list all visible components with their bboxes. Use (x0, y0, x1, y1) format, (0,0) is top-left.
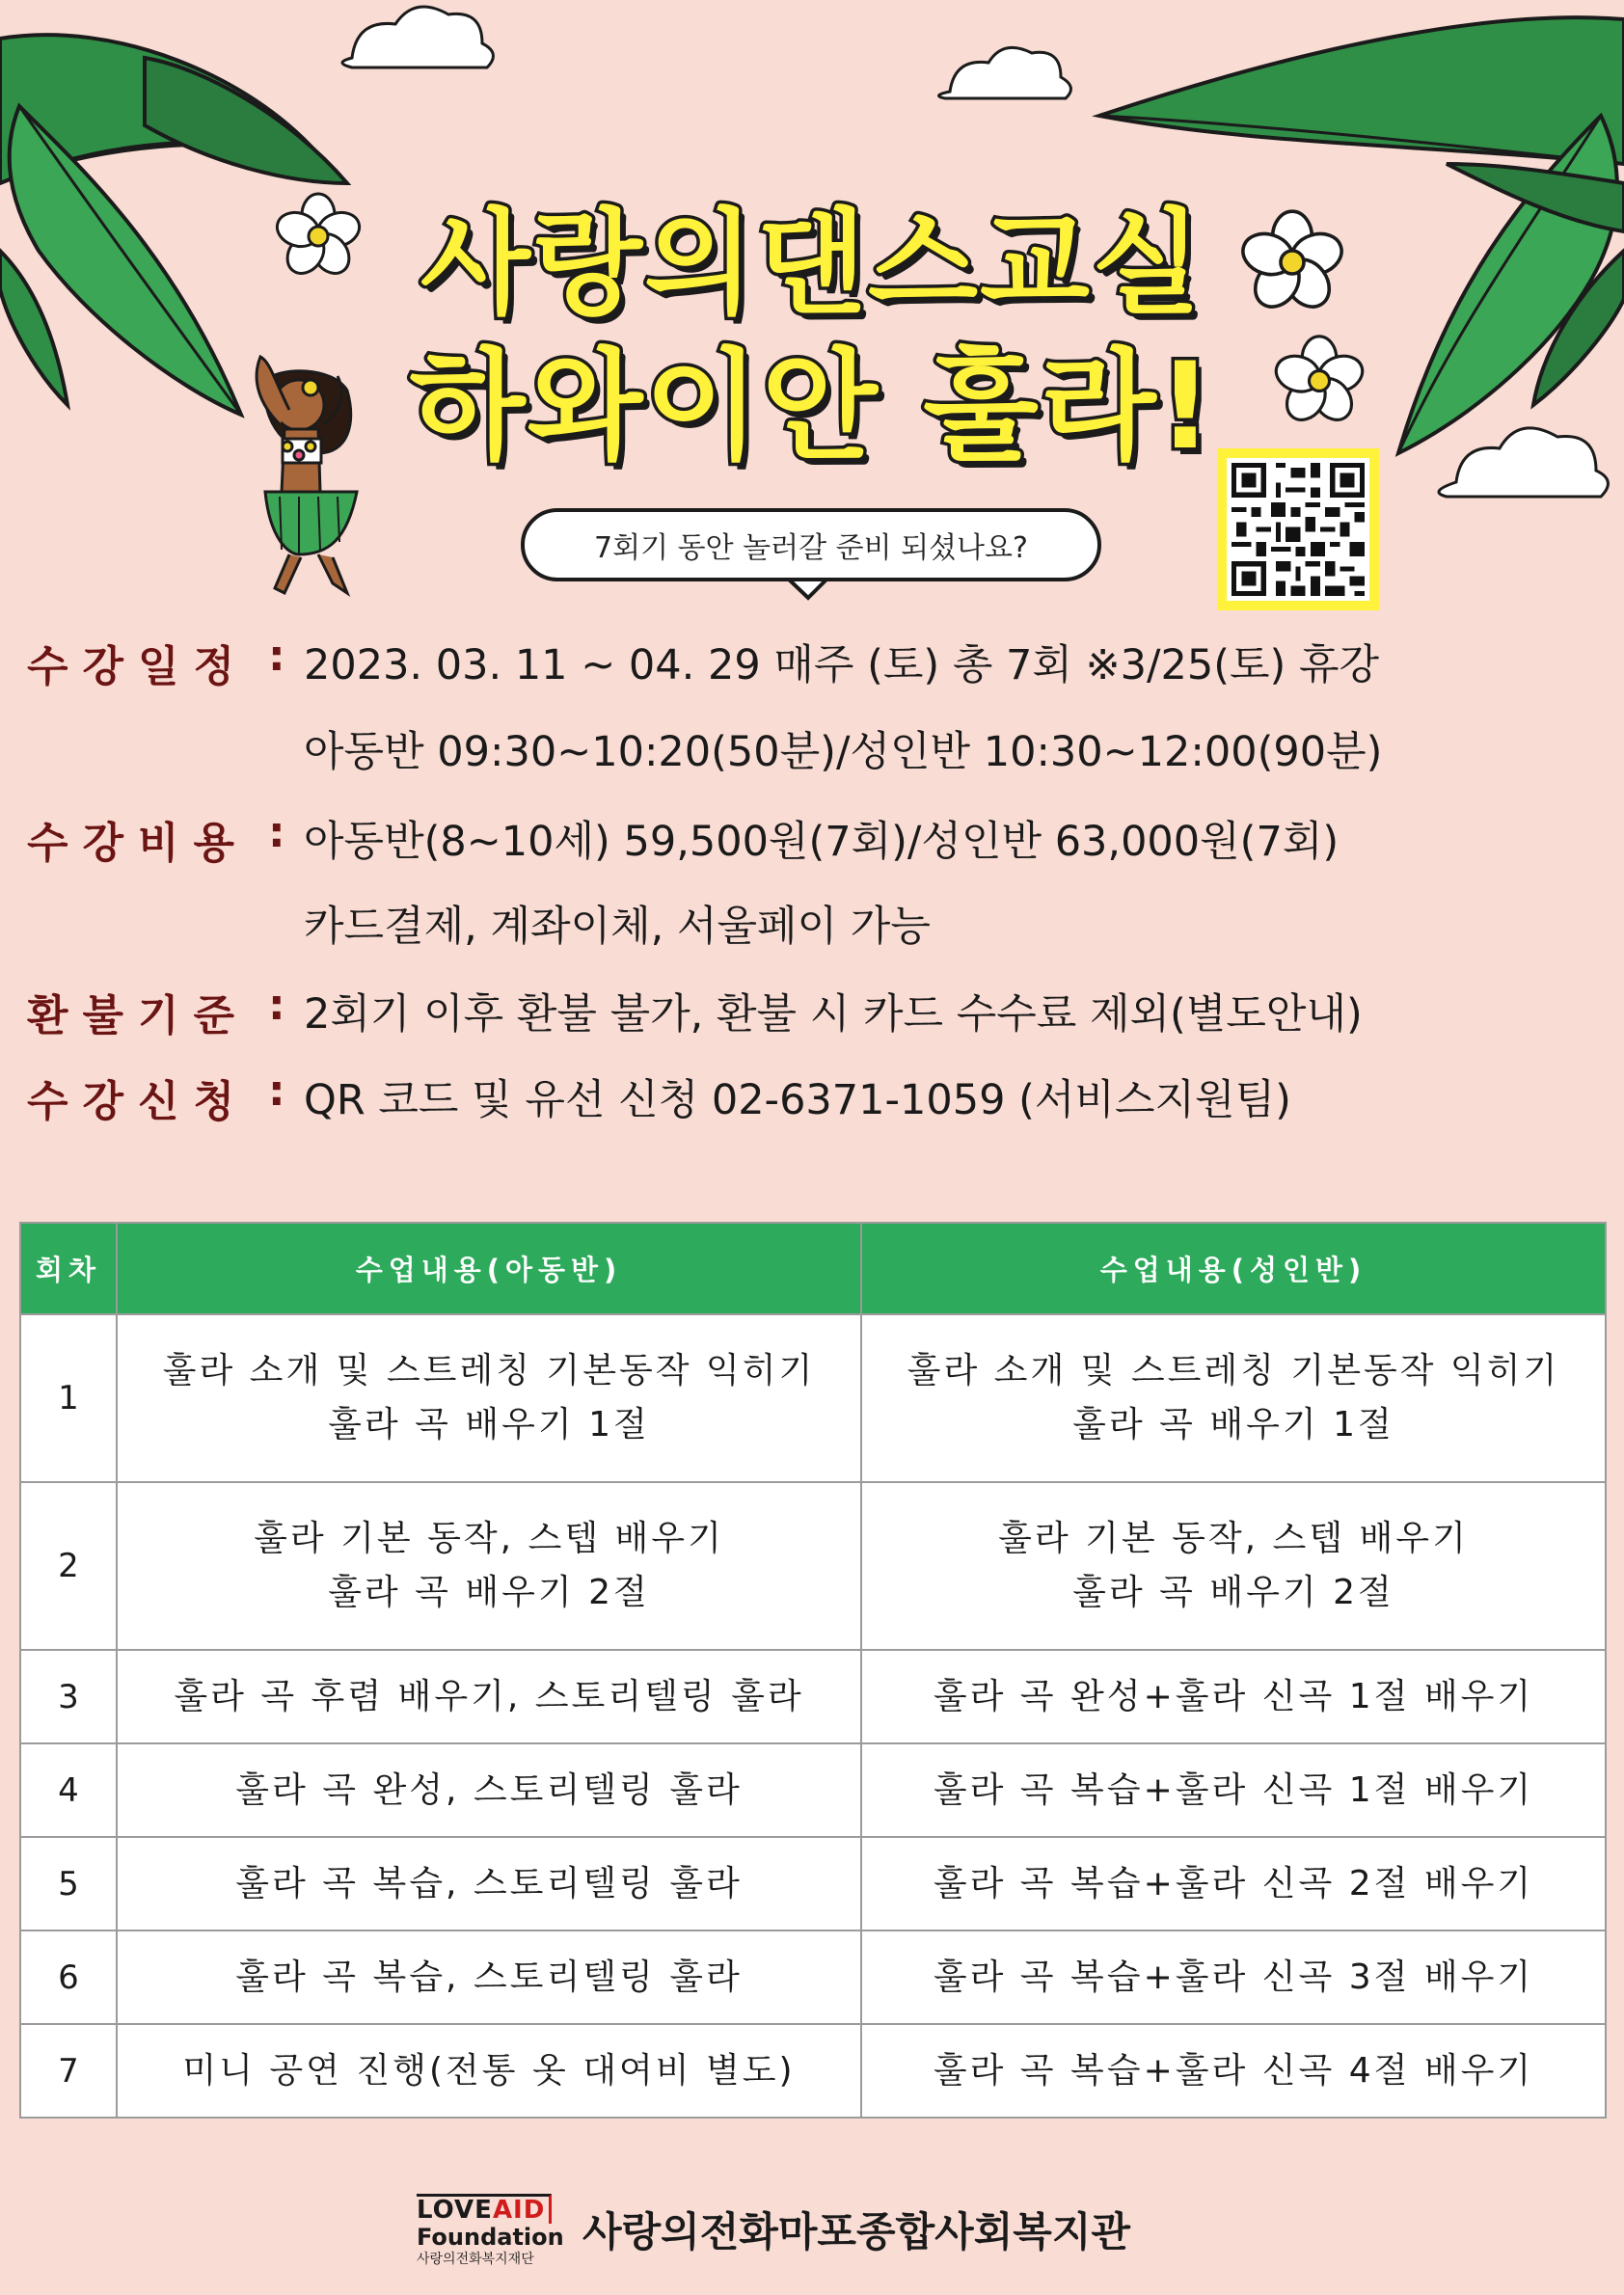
refund-label: 환불기준 (27, 991, 250, 1040)
adults-content: 훌라 곡 복습+훌라 신곡 2절 배우기 (861, 1837, 1606, 1930)
kids-content (117, 1314, 861, 1482)
refund-text: 2회기 이후 환불 불가, 환불 시 카드 수수료 제외(별도안내) (304, 990, 1363, 1039)
title-line-1: 사랑의댄스교실 (420, 197, 1204, 330)
apply-label: 수강신청 (27, 1077, 250, 1126)
cloud-icon (342, 7, 493, 68)
table-row (20, 1650, 1606, 1743)
adults-content: 훌라 곡 복습+훌라 신곡 3절 배우기 (861, 1930, 1606, 2024)
adults-content-line: 훌라 곡 배우기 2절 (1072, 1573, 1394, 1612)
session-number: 7 (20, 2024, 117, 2118)
session-number: 1 (20, 1314, 117, 1482)
adults-content (861, 1314, 1606, 1482)
session-number: 6 (20, 1930, 117, 2024)
kids-content-line: 훌라 곡 배우기 1절 (328, 1405, 650, 1444)
schedule-label: 수강일정 (27, 642, 250, 691)
kids-content-line: 훌라 소개 및 스트레칭 기본동작 익히기 (162, 1351, 816, 1390)
organization-name: 사랑의전화마포종합사회복지관 (582, 2208, 1131, 2255)
logo-love-text: LOVE (417, 2196, 493, 2225)
adults-content-line: 훌라 곡 배우기 1절 (1072, 1405, 1394, 1444)
adults-content: 훌라 곡 완성+훌라 신곡 1절 배우기 (861, 1650, 1606, 1743)
class-schedule-table (19, 1222, 1607, 2119)
adults-content (861, 1482, 1606, 1650)
table-row (20, 1743, 1606, 1837)
apply-text: QR 코드 및 유선 신청 02-6371-1059 (서비스지원팀) (304, 1076, 1291, 1124)
fee-text-1: 아동반(8~10세) 59,500원(7회)/성인반 63,000원(7회) (304, 818, 1340, 866)
logo-foundation-text: Foundation (417, 2224, 564, 2251)
header-adults-content: 수업내용(성인반) (861, 1223, 1606, 1314)
adults-content-line: 훌라 소개 및 스트레칭 기본동작 익히기 (907, 1351, 1560, 1390)
schedule-colon: : (268, 632, 285, 681)
fee-colon: : (268, 808, 285, 857)
kids-content: 미니 공연 진행(전통 옷 대여비 별도) (117, 2024, 861, 2118)
fee-text-2: 카드결제, 계좌이체, 서울페이 가능 (304, 903, 931, 951)
session-number: 3 (20, 1650, 117, 1743)
session-number: 5 (20, 1837, 117, 1930)
adults-content: 훌라 곡 복습+훌라 신곡 4절 배우기 (861, 2024, 1606, 2118)
table-row (20, 1314, 1606, 1482)
kids-content-line: 훌라 기본 동작, 스텝 배우기 (254, 1519, 724, 1558)
logo-aid-text: AID (492, 2196, 546, 2225)
kids-content-line: 훌라 곡 배우기 2절 (328, 1573, 650, 1612)
table-row (20, 1482, 1606, 1650)
schedule-text-1: 2023. 03. 11 ~ 04. 29 매주 (토) 총 7회 ※3/25(토) 휴강 (304, 641, 1380, 689)
adults-content-line: 훌라 기본 동작, 스텝 배우기 (998, 1519, 1469, 1558)
schedule-text-2: 아동반 09:30~10:20(50분)/성인반 10:30~12:00(90분) (304, 728, 1383, 776)
header-kids-content: 수업내용(아동반) (117, 1223, 861, 1314)
title-line-2: 하와이안 훌라! (409, 338, 1215, 476)
cloud-icon (939, 47, 1071, 98)
fee-label: 수강비용 (27, 819, 250, 868)
logo-wordmark (417, 2194, 552, 2224)
kids-content: 훌라 곡 완성, 스토리텔링 훌라 (117, 1743, 861, 1837)
adults-content: 훌라 곡 복습+훌라 신곡 1절 배우기 (861, 1743, 1606, 1837)
session-number: 2 (20, 1482, 117, 1650)
header-session: 회차 (20, 1223, 117, 1314)
speech-bubble: 7회기 동안 놀러갈 준비 되셨나요? (521, 508, 1101, 581)
session-number: 4 (20, 1743, 117, 1837)
table-row (20, 1930, 1606, 2024)
table-row (20, 1837, 1606, 1930)
loveaid-foundation-logo (417, 2194, 579, 2268)
logo-subtitle: 사랑의전화복지재단 (417, 2252, 534, 2267)
refund-colon: : (268, 981, 285, 1030)
kids-content: 훌라 곡 복습, 스토리텔링 훌라 (117, 1930, 861, 2024)
qr-code-icon (1227, 458, 1369, 601)
kids-content: 훌라 곡 복습, 스토리텔링 훌라 (117, 1837, 861, 1930)
apply-colon: : (268, 1066, 285, 1116)
kids-content: 훌라 곡 후렴 배우기, 스토리텔링 훌라 (117, 1650, 861, 1743)
table-header-row (20, 1223, 1606, 1314)
qr-code[interactable] (1217, 448, 1379, 610)
table-row (20, 2024, 1606, 2118)
kids-content (117, 1482, 861, 1650)
